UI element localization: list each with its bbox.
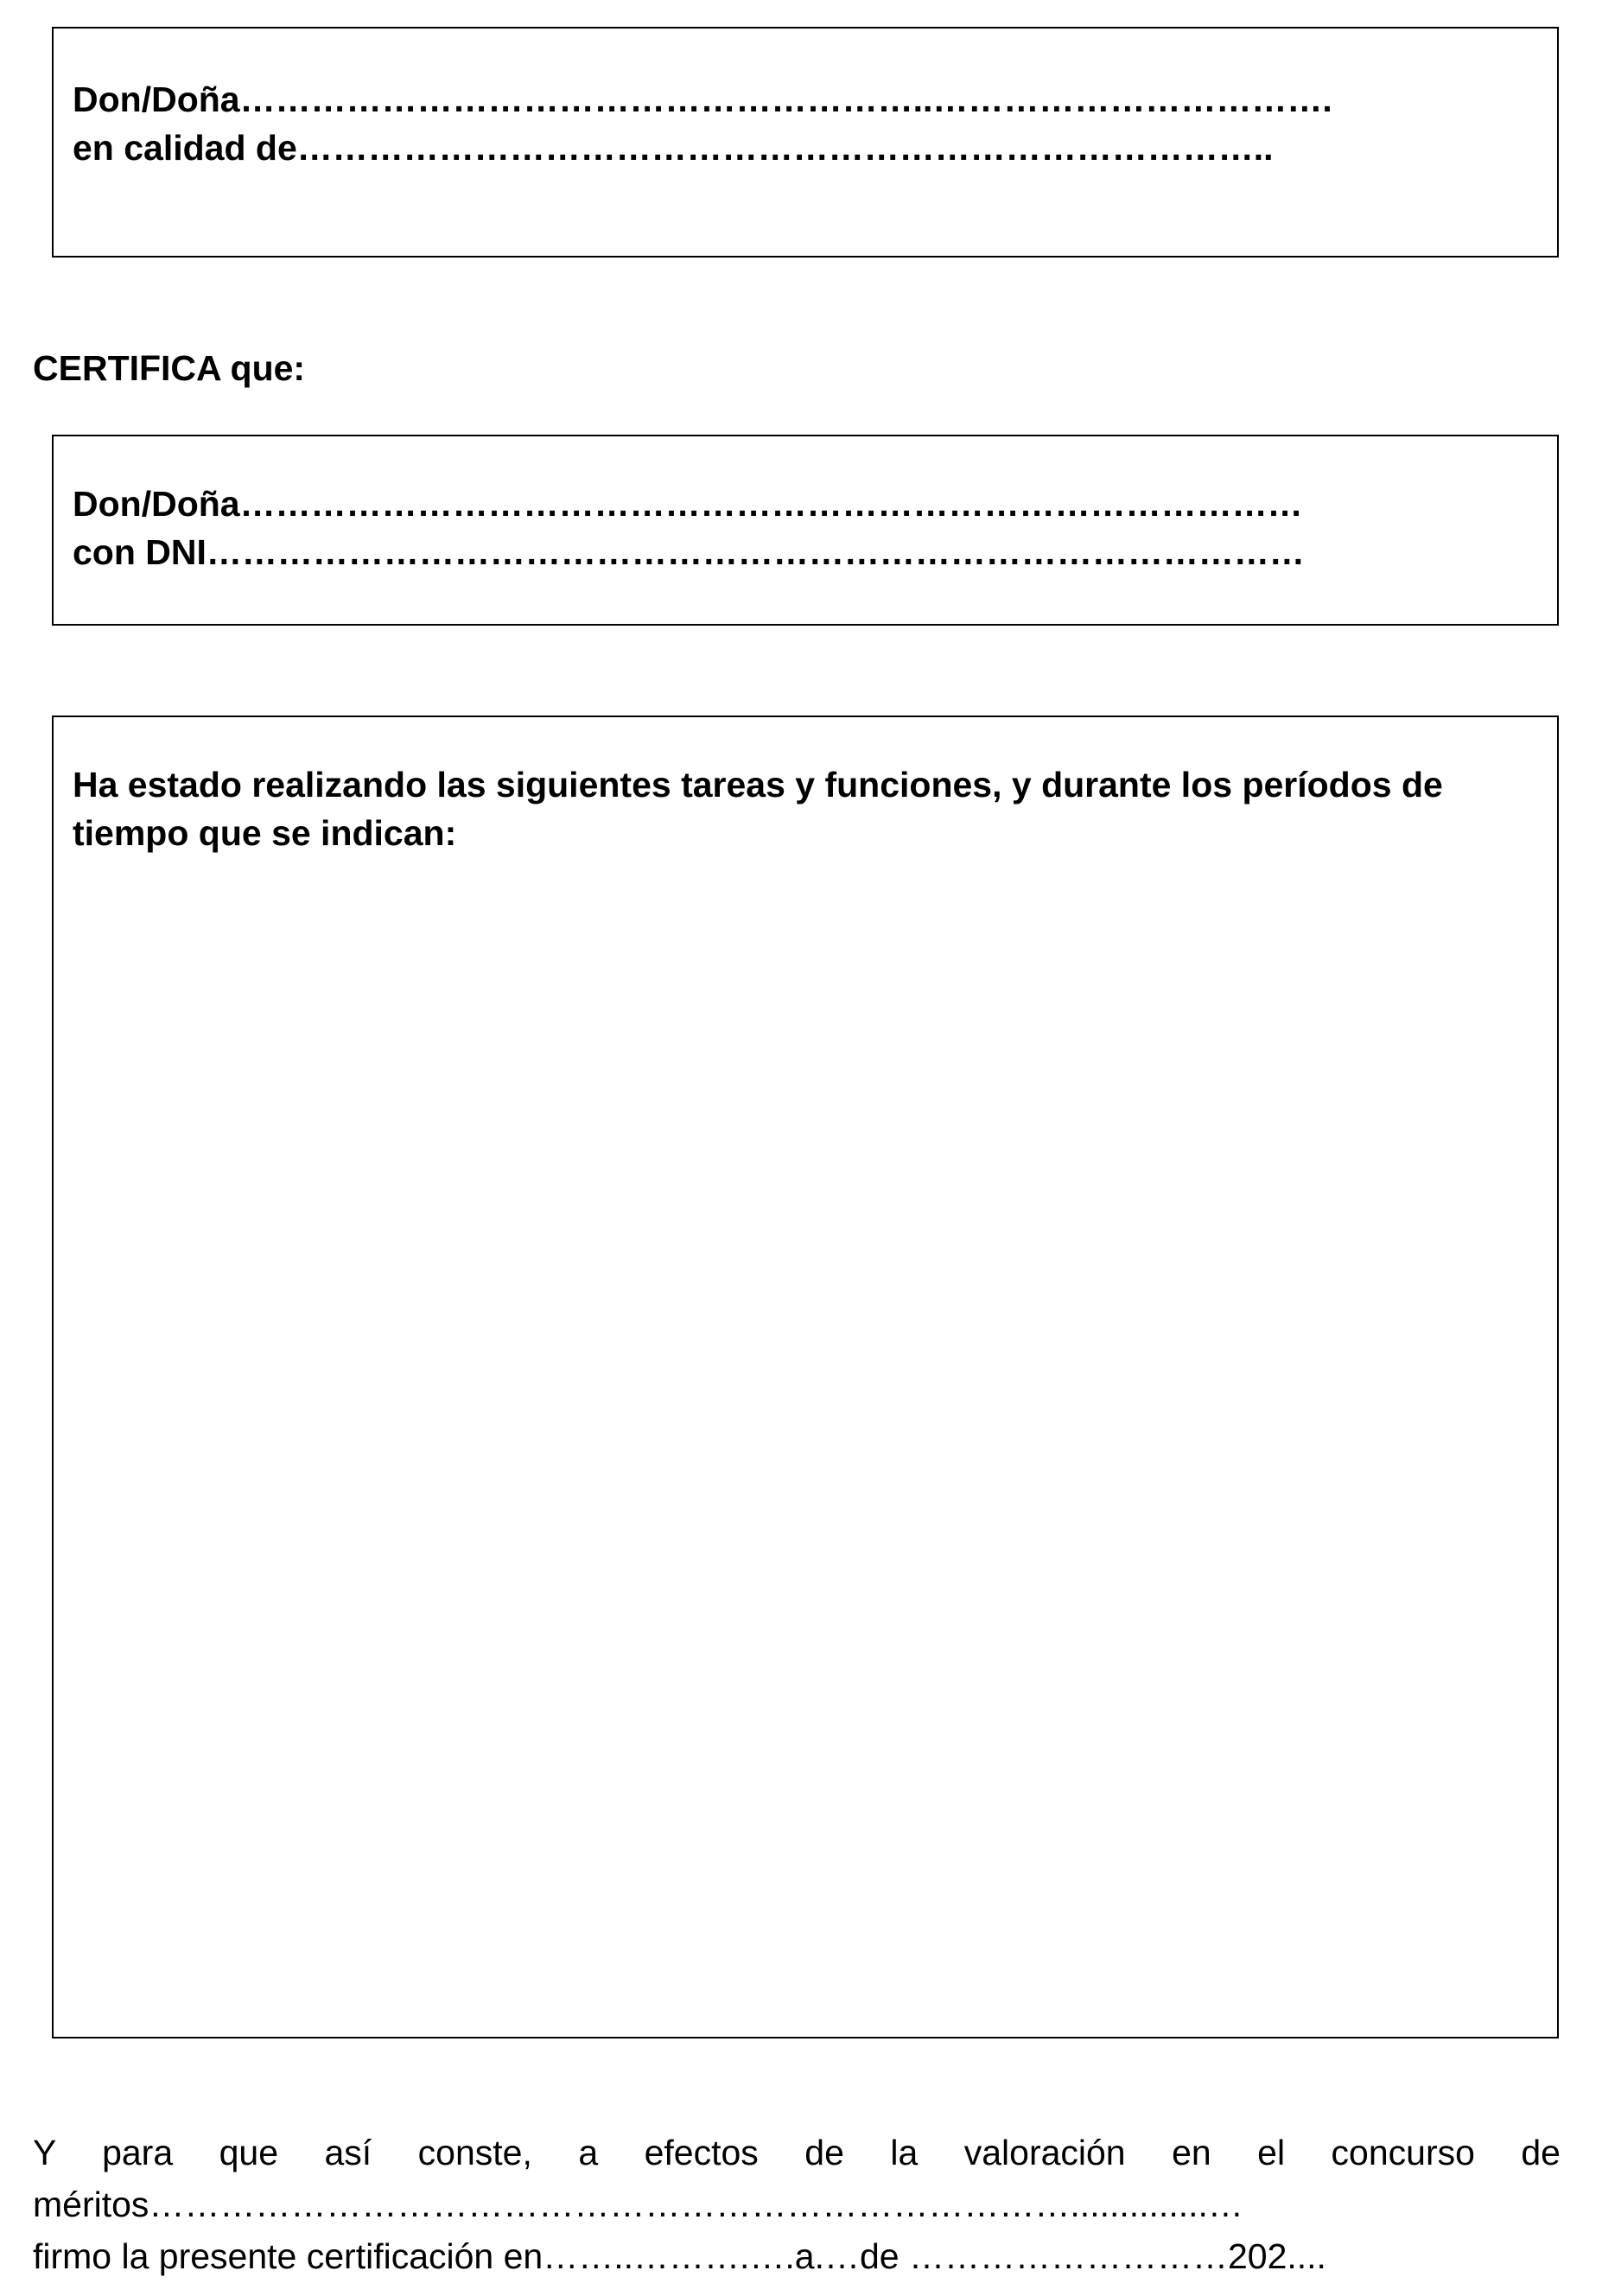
certifica-heading: CERTIFICA que: [33, 348, 306, 388]
closing-line-1: Y para que así conste, a efectos de la valoración en el concurso de [33, 2133, 1561, 2172]
signer-capacity-line: en calidad de……………………………………………………………………….. [73, 128, 1274, 168]
tasks-box [52, 716, 1559, 2038]
person-dni-line: con DNI………………………………………………………………………………… [73, 532, 1305, 572]
signer-box [52, 27, 1559, 258]
signer-name-line: Don/Doña…………………………………………………..……………………………. [73, 80, 1332, 119]
closing-line-2: méritos……………………………………………………………………..............… [33, 2185, 1243, 2224]
person-name-line: Don/Doña……………………………………………………………………………… [73, 484, 1303, 524]
person-box [52, 435, 1559, 626]
tasks-description: Ha estado realizando las siguientes tareas y funciones, y durante los períodos de tiempo que se indican: [73, 765, 1443, 853]
closing-line-3: firmo la presente certificación en……..……….….a.…de ………………………202.... [33, 2236, 1326, 2276]
